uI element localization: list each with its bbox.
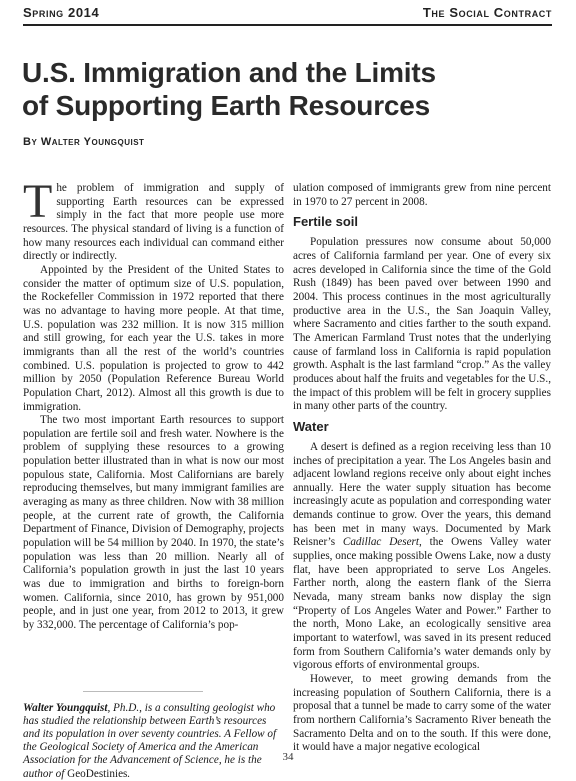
subhead-fertile-soil: Fertile soil [293,214,359,230]
paragraph-text: A desert is defined as a region receiving less than 10 inches of precipitation a year. The Los Angeles basin and adjacent lowland regions receive only about eight inches annually. Here the water supply situation has become increasingly acute as population and corresponding water demands continue to grow. Over the years, this demand has been met in many ways. Documented by Mark Reisner’s [293,440,551,549]
byline: By Walter Youngquist [23,136,145,148]
bio-end: . [127,767,131,780]
paragraph: ulation composed of immigrants grew from nine percent in 1970 to 27 percent in 2008. [293,182,551,208]
paragraph: Population pressures now consume about 50,000 acres of California farmland per year. One of every six acres developed in California since the time of the Gold Rush (1849) has been paved over between 1990 and 2004. This process continues in the most agriculturally productive area in the U.S., the San Joaquin Valley, where Sacramento and cities farther to the south expand. The American Farmland Trust notes that the underlying cause of farmland loss in California is rapid population growth. Asphalt is the last farmland “crop.” As the valley produces about half the fruits and vegetables for the U.S., the impact of this problem will be felt in grocery supplies in many other parts of the country. [293,236,551,413]
left-column [23,175,284,781]
issue-date: Spring 2014 [23,5,100,20]
article-title [22,56,562,122]
bio-divider [83,691,203,692]
title-line-1: U.S. Immigration and the Limits [22,57,436,88]
subhead-water: Water [293,418,329,434]
paragraph-text: , the Owens Valley water supplies, once making possible Owens Lake, now a dusty flat, have been appropriated to serve Los Angeles. Farther north, along the eastern flank of the Sierra Nevada, many stream banks now display the sign “Property of Los Angeles Water and Power.” Farther to the north, Mono Lake, an ecologically sensitive area important to waterfowl, was saved in its present reduced form from Southern California’s water demands only by vigorous efforts of environmental groups. [293,536,551,672]
header-rule [23,24,552,26]
paragraph-text: he problem of immigration and supply of supporting Earth resources can be expressed simply in the fact that more people use more resources. The physical standard of living is a function of how many resources each individual can command either directly or indirectly. [23,182,284,263]
paragraph: However, to meet growing demands from the increasing population of Southern California, there is a proposal that a tunnel be made to carry some of the water from northern California’s Sacramento River beneath the Sacramento Delta and on to the south. If this were done, it would have a major negative ecological [293,673,551,754]
paragraph [293,441,551,673]
bio-author-name: Walter Youngquist [23,701,108,714]
book-title: Cadillac Desert [342,536,420,549]
page-number: 34 [282,751,294,763]
publication-name: The Social Contract [422,5,552,20]
bio-text: , Ph.D., is a consulting geologist who has studied the relationship between Earth’s resources and its population in over seventy countries. A Fellow of the Geological Society of America and the American Association for the Advancement of Science, he is the author of [23,701,277,780]
right-column [293,182,551,755]
drop-cap: T [23,175,53,228]
paragraph: Appointed by the President of the United States to consider the matter of optimum size of U.S. population, the Rockefeller Commission in 1972 reported that there was no advantage to having more people. At that time, U.S. population was 232 million. It is now 315 million and still growing, for each year the U.S. takes in more immigrants than all the rest of the world’s countries combined. U.S. population is projected to grow to 442 million by 2050 (Population Reference Bureau World Population Chart, 2012). Almost all this growth is due to immigration. [23,263,284,413]
title-line-2: of Supporting Earth Resources [22,90,431,121]
paragraph [23,175,284,264]
bio-book-title: GeoDestinies [67,767,128,780]
paragraph: The two most important Earth resources to support population are fertile soil and fresh water. Nowhere is the problem of supplying these resources to a growing population better illustrated than in what is now our most populous state, California. Most Californians are barely reproducing themselves, but many immigrant families are averaging as many as three children. Now with 38 million people, at the current rate of growth, the California Department of Finance, Division of Demography, projects population will be 54 million by 2040. In 1970, the state’s population was less than 20 million. Nearly all of California’s population growth in just the last 10 years was due to immigration and births to foreign-born women. California, since 2010, has grown by 951,000 people, and in just one year, from 2012 to 2013, it grew by 332,000. The percentage of California’s pop- [23,414,284,631]
